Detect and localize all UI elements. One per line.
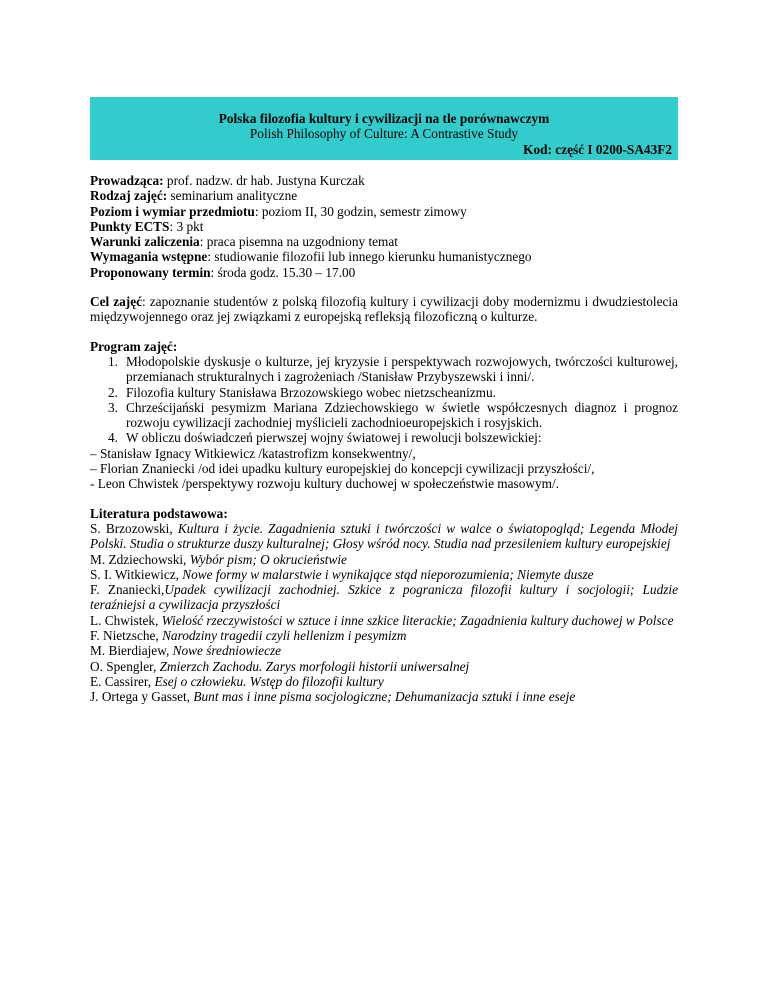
- entry-author: E. Cassirer,: [90, 673, 155, 689]
- item-number: 2.: [108, 384, 118, 400]
- detail-value: : 3 pkt: [169, 218, 204, 234]
- entry-author: S. I. Witkiewicz,: [90, 566, 183, 582]
- detail-label: Poziom i wymiar przedmiotu: [90, 203, 255, 219]
- entry-author: J. Ortega y Gasset,: [90, 689, 194, 705]
- entry-author: M. Zdziechowski,: [90, 551, 190, 567]
- literature-entry: [90, 552, 678, 567]
- entry-title: Kultura i życie. Zagadnienia sztuki i twórczości w walce o światopogląd; Legenda Młodej Polski. Studia o strukturze duszy kulturalnej; Głosy wśród nocy. Studia nad przesileniem kultury europejskiej: [90, 520, 678, 552]
- literature-entry: [90, 567, 678, 582]
- detail-prerequisites: [90, 249, 678, 264]
- detail-label: Prowadząca:: [90, 173, 164, 188]
- course-details: [90, 173, 678, 280]
- entry-title: Esej o człowieku. Wstęp do filozofii kultury: [154, 673, 384, 689]
- detail-label: Punkty ECTS: [90, 218, 170, 234]
- course-goal: [90, 294, 678, 325]
- literature-entry: [90, 689, 678, 704]
- item-text: Chrześcijański pesymizm Mariana Zdziechowskiego w świetle współczesnych diagnoz i prognoz rozwoju cywilizacji zachodniej myślicieli zachodnioeuropejskich i rosyjskich.: [126, 399, 678, 431]
- item-text: Filozofia kultury Stanisława Brzozowskiego wobec nietzscheanizmu.: [126, 384, 496, 400]
- detail-completion: [90, 234, 678, 249]
- detail-label: Rodzaj zajęć:: [90, 188, 168, 204]
- literature-section: [90, 506, 678, 705]
- entry-title: Narodziny tragedii czyli hellenizm i pesymizm: [162, 628, 407, 644]
- detail-label: Warunki zaliczenia: [90, 234, 200, 250]
- literature-entry: [90, 643, 678, 658]
- detail-label: Wymagania wstępne: [90, 249, 208, 265]
- literature-entry: [90, 628, 678, 643]
- detail-level: [90, 204, 678, 219]
- item-number: 4.: [108, 430, 118, 446]
- course-title-english: Polish Philosophy of Culture: A Contrastive Study: [249, 126, 519, 142]
- literature-entry: [90, 613, 678, 628]
- entry-title: Bunt mas i inne pisma socjologiczne; Dehumanizacja sztuki i inne eseje: [193, 689, 576, 705]
- program-item: [90, 430, 678, 445]
- program-subitem: – Stanisław Ignacy Witkiewicz /katastrofizm konsekwentny/,: [90, 445, 416, 461]
- literature-entry: [90, 521, 678, 552]
- entry-title: Wielość rzeczywistości w sztuce i inne szkice literackie; Zagadnienia kultury duchowej w Polsce: [161, 612, 674, 628]
- entry-author: M. Bierdiajew,: [90, 643, 173, 659]
- entry-author: L. Chwistek,: [90, 612, 162, 628]
- literature-entry: [90, 674, 678, 689]
- entry-title: Nowe formy w malarstwie i wynikające stąd nieporozumienia; Niemyte dusze: [182, 566, 594, 582]
- entry-title: Nowe średniowiecze: [172, 643, 282, 659]
- goal-text: : zapoznanie studentów z polską filozofią kultury i cywilizacji doby modernizmu i dwudziestolecia międzywojennego oraz jej związkami z europejską refleksją filozoficzną o kulturze.: [90, 294, 678, 325]
- detail-instructor: [90, 173, 678, 188]
- detail-class-type: [90, 188, 678, 203]
- item-number: 3.: [108, 399, 118, 415]
- literature-entry: [90, 582, 678, 613]
- program-item: [90, 400, 678, 431]
- literature-entry: [90, 659, 678, 674]
- program-item: [90, 354, 678, 385]
- program-subitem: – Florian Znaniecki /od idei upadku kultury europejskiej do koncepcji cywilizacji przyszłości/,: [90, 461, 595, 477]
- entry-title: Wybór pism; O okrucieństwie: [189, 551, 347, 567]
- item-number: 1.: [108, 353, 118, 369]
- detail-value: seminarium analityczne: [167, 188, 298, 204]
- entry-author: S. Brzozowski,: [90, 520, 178, 536]
- course-title-polish: Polska filozofia kultury i cywilizacji na tle porównawczym: [218, 111, 550, 126]
- detail-value: : praca pisemna na uzgodniony temat: [199, 234, 398, 250]
- item-text: W obliczu doświadczeń pierwszej wojny światowej i rewolucji bolszewickiej:: [126, 430, 542, 446]
- program-heading: Program zajęć:: [90, 338, 178, 354]
- goal-label: Cel zajęć: [90, 294, 143, 310]
- detail-value: : studiowanie filozofii lub innego kierunku humanistycznego: [207, 249, 532, 265]
- item-text: Młodopolskie dyskusje o kulturze, jej kryzysie i perspektywach rozwojowych, twórczości kulturowej, przemianach strukturalnych i zagrożeniach /Stanisław Przybyszewski i inni/.: [126, 353, 678, 385]
- program-list: [90, 354, 678, 446]
- detail-value: : środa godz. 15.30 – 17.00: [210, 264, 356, 280]
- detail-value: prof. nadzw. dr hab. Justyna Kurczak: [163, 173, 365, 188]
- detail-schedule: [90, 265, 678, 280]
- entry-title: Upadek cywilizacji zachodniej. Szkice z pogranicza filozofii kultury i socjologii; Ludzie teraźniejsi a cywilizacja przyszłości: [90, 582, 678, 613]
- document-page: [90, 97, 678, 705]
- entry-author: F. Znaniecki,: [90, 582, 165, 598]
- entry-title: Zmierzch Zachodu. Zarys morfologii historii uniwersalnej: [159, 658, 470, 674]
- entry-author: O. Spengler,: [90, 658, 160, 674]
- course-title-box: [90, 97, 678, 160]
- program-subitem: - Leon Chwistek /perspektywy rozwoju kultury duchowej w społeczeństwie masowym/.: [90, 476, 559, 492]
- detail-value: : poziom II, 30 godzin, semestr zimowy: [254, 203, 467, 219]
- program-item: [90, 385, 678, 400]
- detail-label: Proponowany termin: [90, 264, 211, 280]
- course-code: Kod: część I 0200-SA43F2: [523, 141, 672, 157]
- program-section: [90, 339, 678, 492]
- entry-author: F. Nietzsche,: [90, 628, 163, 644]
- detail-ects: [90, 219, 678, 234]
- literature-heading: Literatura podstawowa:: [90, 505, 228, 521]
